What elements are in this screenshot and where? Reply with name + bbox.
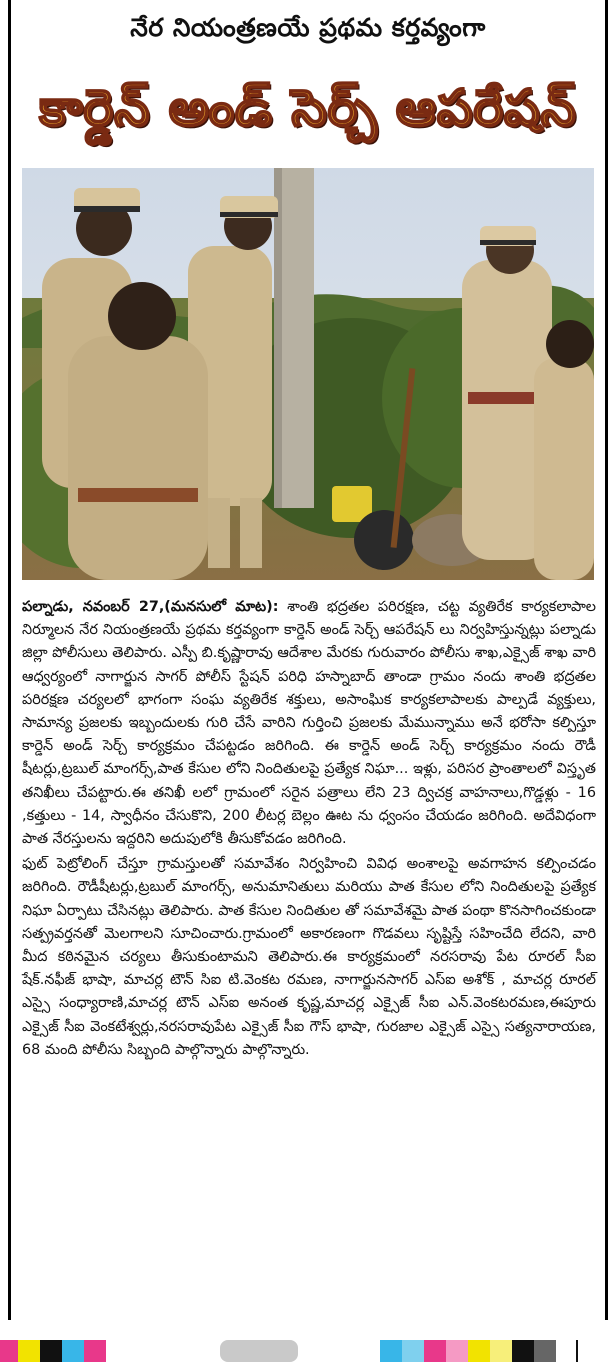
- color-swatch: [468, 1340, 490, 1362]
- news-photo: [22, 168, 594, 580]
- color-swatch: [40, 1340, 62, 1362]
- color-swatch: [534, 1340, 556, 1362]
- color-swatch: [402, 1340, 424, 1362]
- color-swatch: [490, 1340, 512, 1362]
- color-swatch: [424, 1340, 446, 1362]
- article-paragraph-1: [22, 596, 596, 851]
- article-paragraph-2: ఫుట్ పెట్రోలింగ్ చేస్తూ గ్రామస్తులతో సమావేశం నిర్వహించి వివిధ అంశాలపై అవగాహన కల్పించడం జరిగింది. రౌడీషీటర్లు,ట్రబుల్ మాంగర్స్, అనుమానితులు మరియు పాత కేసుల లోని నిందితులపై ప్రత్యేక నిఘా ఏర్పాటు చేసినట్లు తెలిపారు. పాత కేసుల నిందితుల తో సమావేశమై పాత పంథా కొనసాగించకుండా సత్ప్రవర్తనతో మెలగాలని సూచించారు.గ్రామంలో అకారణంగా గొడవలు సృష్టిస్తే సహించేది లేదని, వారి మీద కఠినమైన చర్యలు తీసుకుంటామని తెలిపారు.ఈ కార్యక్రమంలో నరసరావు పేట రూరల్ సీఐ షేక్.నఫీజ్ భాషా, మాచర్ల టౌన్ సిఐ టి.వెంకట రమణ, నాగార్జునసాగర్ ఎస్ఐ అశోక్ , మాచర్ల రూరల్ ఎస్సై సంధ్యారాణి,మాచర్ల టౌన్ ఎస్ఐ అనంత కృష్ణ,మాచర్ల ఎక్సైజ్ సీఐ ఎన్.వెంకటరమణ,ఈపూరు ఎక్సైజ్ సీఐ వెంకటేశ్వర్లు,నరసరావుపేట ఎక్సైజ్ సీఐ గౌస్ భాషా, గురజాల ఎక్సైజ్ ఎస్సై సత్యనారాయణ, 68 మంది పోలీసు సిబ్బంది పాల్గొన్నారు పాల్గొన్నారు.: [22, 856, 596, 1058]
- color-swatch: [220, 1340, 298, 1362]
- color-swatch: [62, 1340, 84, 1362]
- subheadline: నేర నియంత్రణయే ప్రథమ కర్తవ్యంగా: [130, 13, 486, 42]
- color-swatch: [446, 1340, 468, 1362]
- headline: కార్డెన్ అండ్ సెర్చ్ ఆపరేషన్: [39, 79, 577, 137]
- color-swatch: [0, 1340, 18, 1362]
- right-column-rule: [605, 0, 608, 1320]
- color-swatch: [380, 1340, 402, 1362]
- registration-mark: [576, 1340, 598, 1362]
- print-color-bar: [0, 1336, 616, 1362]
- color-swatch: [18, 1340, 40, 1362]
- dateline: పల్నాడు, నవంబర్ 27,(మనసులో మాట):: [22, 599, 279, 615]
- color-swatch: [84, 1340, 106, 1362]
- article-body: [22, 596, 596, 1316]
- color-swatch: [512, 1340, 534, 1362]
- article-text-1: శాంతి భద్రతల పరిరక్షణ, చట్ట వ్యతిరేక కార్యకలాపాల నిర్మూలన నేర నియంత్రణయే ప్రథమ కర్తవ్యంగా కార్డెన్ అండ్ సెర్చ్ ఆపరేషన్ లు నిర్వహిస్తున్నట్లు పల్నాడు జిల్లా పోలీసులు తెలిపారు. ఎస్పీ బి.కృష్ణారావు ఆదేశాల మేరకు గురువారం పోలీసు శాఖ,ఎక్సైజ్ శాఖ వారి ఆధ్వర్యంలో నాగార్జున సాగర్ పోలీస్ స్టేషన్ పరిధి హస్నాబాద్ తాండా గ్రామం నందు శాంతి భద్రతల పరిరక్షణ చర్యలలో భాగంగా సంఘ వ్యతిరేక శక్తులు, అసాంఘిక కార్యకలాపాలకు పాల్పడే వ్యక్తులు, సామాన్య ప్రజలకు ఇబ్బందులకు గురి చేసే వారిని గుర్తించి ప్రజలకు మేమున్నాము అనే భరోసా కల్పిస్తూ కార్డెన్ అండ్ సెర్చ్ కార్యక్రమం చేపట్టడం జరిగింది. ఈ కార్డెన్ అండ్ సెర్చ్ కార్యక్రమం నందు రౌడీ షీటర్లు,ట్రబుల్ మాంగర్స్,పాత కేసుల లోని నిందితులపై ప్రత్యేక నిఘా... ఇళ్లు, పరిసర ప్రాంతాలలో విస్తృత తనిఖీలు చేపట్టారు.ఈ తనిఖీ లలో గ్రామంలో సరైన పత్రాలు లేని 23 ద్విచక్ర వాహనాలు,గొడ్డళ్లు - 16 ,కత్తులు - 14, స్వాధీనం చేసుకొని, 200 లీటర్ల బెల్లం ఊట ను ధ్వంసం చేయడం జరిగింది. అదేవిధంగా పాత నేరస్తులను ఇద్దరిని అదుపులోకి తీసుకోవడం జరిగింది.: [22, 599, 596, 848]
- left-column-rule: [8, 0, 11, 1320]
